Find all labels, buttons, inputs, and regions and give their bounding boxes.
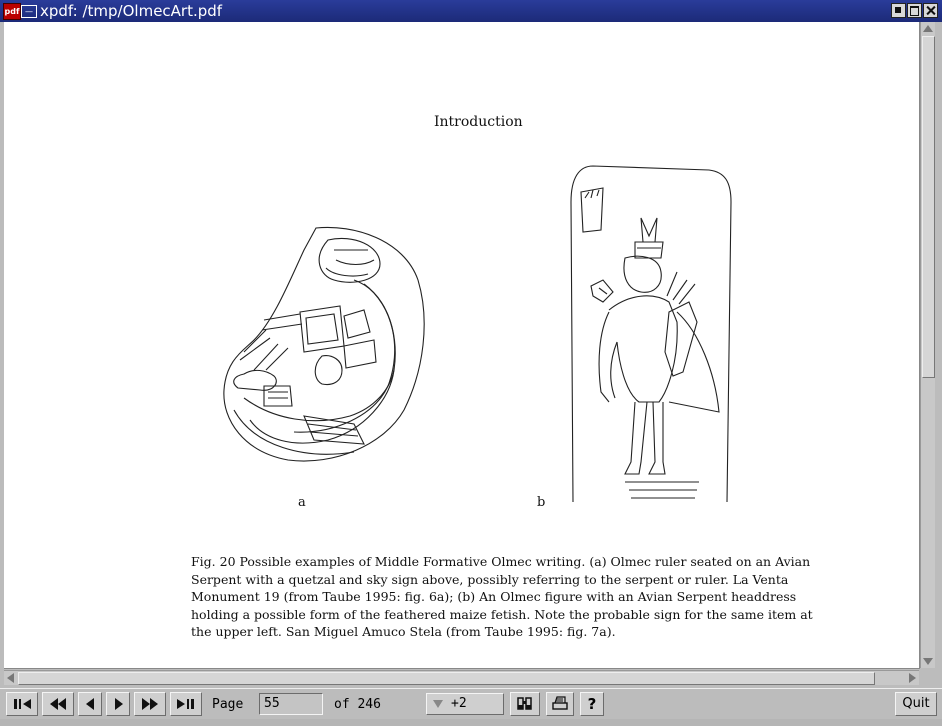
toolbar <box>0 688 942 726</box>
zoom-select[interactable] <box>426 693 504 715</box>
scroll-left-arrow-icon[interactable] <box>7 673 14 683</box>
next-page-icon <box>107 693 129 715</box>
page-label: Page <box>212 697 244 712</box>
horizontal-scrollbar[interactable] <box>4 670 919 685</box>
figure-caption <box>191 553 813 641</box>
caption-line: Monument 19 (from Taube 1995: fig. 6a); (b) An Olmec figure with an Avian Serpent headdress <box>191 589 797 604</box>
last-page-button[interactable] <box>170 692 202 716</box>
dropdown-arrow-icon <box>433 700 443 708</box>
vertical-scroll-thumb[interactable] <box>922 36 935 378</box>
last-page-icon <box>171 693 201 715</box>
vertical-scrollbar[interactable] <box>920 22 935 668</box>
prev-page-icon <box>79 693 101 715</box>
figure-b-drawing <box>569 162 739 512</box>
page-number-input[interactable]: 55 <box>259 693 323 715</box>
print-icon <box>547 693 573 715</box>
pdf-app-icon[interactable]: pdf <box>3 3 21 20</box>
horizontal-scroll-thumb[interactable] <box>18 672 875 685</box>
forward-10-icon <box>135 693 165 715</box>
scroll-down-arrow-icon[interactable] <box>923 658 933 665</box>
first-page-icon <box>7 693 37 715</box>
title-bar <box>0 0 942 22</box>
zoom-value: +2 <box>451 696 467 711</box>
next-page-button[interactable] <box>106 692 130 716</box>
first-page-button[interactable] <box>6 692 38 716</box>
find-binoculars-icon <box>511 693 539 715</box>
maximize-button[interactable] <box>907 3 922 18</box>
find-button[interactable] <box>510 692 540 716</box>
caption-line: holding a possible form of the feathered maize fetish. Note the probable sign for the same item at <box>191 606 813 622</box>
document-page[interactable] <box>4 22 920 669</box>
scroll-right-arrow-icon[interactable] <box>909 673 916 683</box>
print-button[interactable] <box>546 692 574 716</box>
prev-page-button[interactable] <box>78 692 102 716</box>
caption-line: the upper left. San Miguel Amuco Stela (from Taube 1995: fig. 7a). <box>191 624 616 639</box>
scroll-up-arrow-icon[interactable] <box>923 25 933 32</box>
back-10-pages-button[interactable] <box>42 692 74 716</box>
minimize-button[interactable] <box>891 3 906 18</box>
page-count-label: of 246 <box>334 697 381 712</box>
figure-label-b: b <box>537 495 546 510</box>
help-button[interactable]: ? <box>580 692 604 716</box>
figure-a-drawing <box>204 220 434 470</box>
window-title: xpdf: /tmp/OlmecArt.pdf <box>40 2 223 20</box>
forward-10-pages-button[interactable] <box>134 692 166 716</box>
running-header: Introduction <box>434 114 523 130</box>
close-button[interactable] <box>923 3 938 18</box>
figure-label-a: a <box>298 495 306 510</box>
back-10-icon <box>43 693 73 715</box>
caption-line: Fig. 20 Possible examples of Middle Formative Olmec writing. (a) Olmec ruler seated on an Avian <box>191 554 811 569</box>
quit-button[interactable]: Quit <box>895 692 937 716</box>
window-menu-icon[interactable]: — <box>21 5 37 18</box>
caption-line: Serpent with a quetzal and sky sign above, possibly referring to the serpent or ruler. La Venta <box>191 571 789 587</box>
